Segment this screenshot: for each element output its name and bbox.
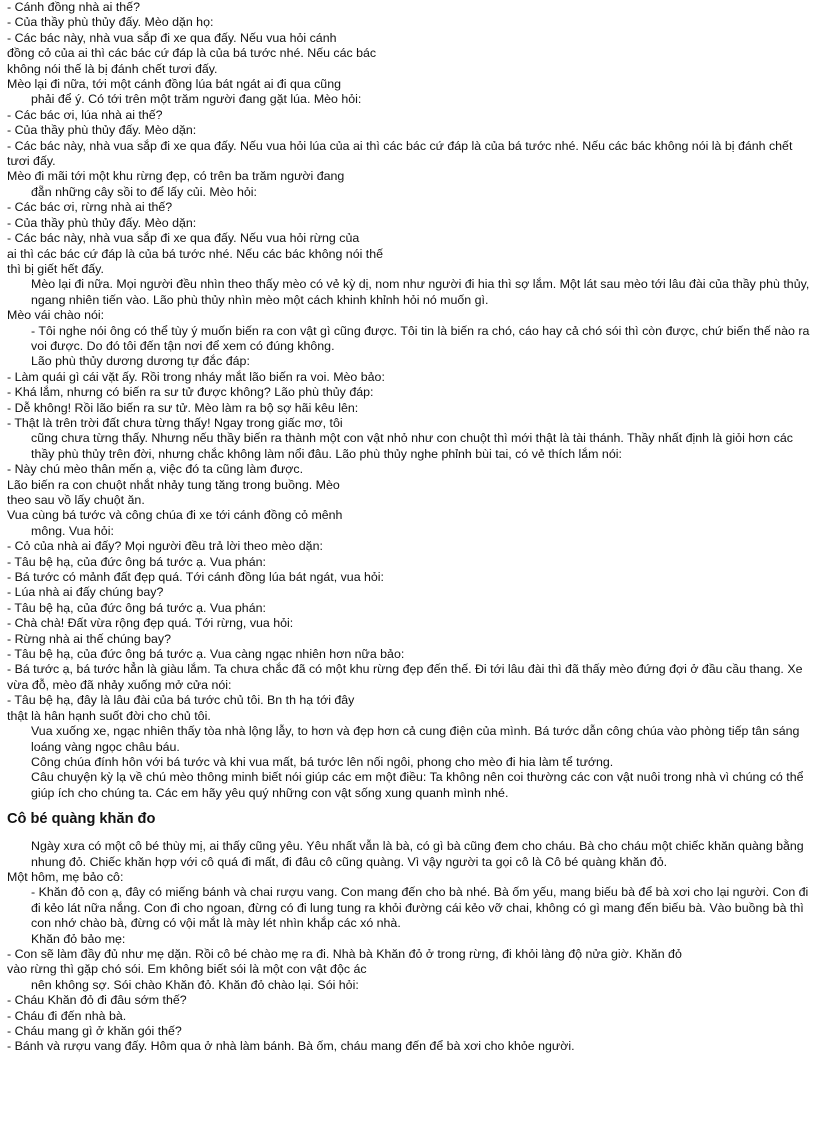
text-line: - Các bác ơi, rừng nhà ai thế?: [7, 200, 173, 215]
text-line: Công chúa đính hôn với bá tước và khi vua mất, bá tước lên nối ngôi, phong cho mèo đi hia làm tể tướng.: [31, 754, 614, 769]
text-line: - Tâu bệ hạ, của đức ông bá tước ạ. Vua phán:: [7, 600, 266, 615]
text-line: Khăn đỏ bảo mẹ:: [31, 931, 126, 946]
text-line: - Các bác này, nhà vua sắp đi xe qua đấy. Nếu vua hỏi rừng của: [7, 231, 360, 246]
text-line: Lão biến ra con chuột nhắt nhảy tung tăng trong buồng. Mèo: [7, 477, 340, 492]
text-line: theo sau vồ lấy chuột ăn.: [7, 493, 145, 507]
text-line: đẵn những cây sồi to để lấy củi. Mèo hỏi:: [31, 184, 257, 199]
text-line: - Thật là trên trời đất chưa từng thấy! Ngay trong giấc mơ, tôi: [7, 415, 343, 430]
text-line: phải để ý. Có tới trên một trăm người đang gặt lúa. Mèo hỏi:: [31, 92, 362, 107]
text-line: - Khá lắm, nhưng có biến ra sư tử được không? Lão phù thủy đáp:: [7, 385, 374, 400]
text-line: không nói thế là bị đánh chết tươi đấy.: [7, 61, 218, 76]
text-line: - Cháu đi đến nhà bà.: [7, 1008, 127, 1023]
text-line: Mèo vái chào nói:: [7, 308, 105, 323]
document-page: [7, 0, 810, 1055]
text-line: - Làm quái gì cái vặt ấy. Rồi trong nháy mắt lão biến ra voi. Mèo bảo:: [7, 369, 385, 384]
text-line: - Các bác này, nhà vua sắp đi xe qua đấy. Nếu vua hỏi cánh: [7, 30, 337, 45]
text-line: - Của thầy phù thủy đấy. Mèo dặn:: [7, 123, 197, 138]
text-line: - Tôi nghe nói ông có thể tùy ý muốn biến ra con vật gì cũng được. Tôi tin là biến ra chó, cáo hay cả chó sói thì còn được, chứ biến thế nào ra voi được. Do đó tôi đến tận nơi để xem có đúng không.: [31, 323, 810, 353]
text-line: - Chà chà! Đất vừa rộng đẹp quá. Tới rừng, vua hỏi:: [7, 616, 294, 631]
text-line: - Tâu bệ hạ, đây là lâu đài của bá tước chủ tôi. Bn th hạ tới đây: [7, 693, 355, 708]
text-line: Mèo lại đi nữa. Mọi người đều nhìn theo thấy mèo có vẻ kỳ dị, nom như người đi hia thì sợ lắm. Một lát sau mèo tới lâu đài của thầy phù thủy, ngang nhiên tiến vào. Lão phù thủy nhìn mèo một cách khinh khỉnh hỏi nó muốn gì.: [31, 277, 810, 307]
text-line: ai thì các bác cứ đáp là của bá tước nhé. Nếu các bác không nói thế: [7, 246, 384, 261]
text-line: thật là hân hạnh suốt đời cho chủ tôi.: [7, 708, 211, 723]
text-line: thì bị giết hết đấy.: [7, 261, 104, 276]
text-line: Mèo lại đi nữa, tới một cánh đồng lúa bát ngát ai đi qua cũng: [7, 77, 341, 92]
text-line: Một hôm, mẹ bảo cô:: [7, 869, 124, 884]
text-line: - Dễ không! Rồi lão biến ra sư tử. Mèo làm ra bộ sợ hãi kêu lên:: [7, 400, 359, 415]
text-line: vào rừng thì gặp chó sói. Em không biết sói là một con vật độc ác: [7, 962, 367, 977]
text-line: cũng chưa từng thấy. Nhưng nếu thầy biến ra thành một con vật nhỏ như con chuột thì mới thật là tài thánh. Thầy nhất định là giỏi hơn các thầy phù thủy trên đời, nhưng chắc không làm nổi đâu. Lão phù thủy nghe phỉnh bùi tai, có vẻ thích lắm nói:: [31, 431, 793, 461]
text-line: - Bá tước ạ, bá tước hẳn là giàu lắm. Ta chưa chắc đã có một khu rừng đẹp đến thế. Đi tới lâu đài thì đã thấy mèo đứng đợi ở đầu cầu thang. Xe vừa đỗ, mèo đã nhảy xuống mở cửa nói:: [7, 662, 803, 692]
text-line: - Của thầy phù thủy đấy. Mèo dặn:: [7, 215, 197, 230]
text-line: - Cháu mang gì ở khăn gói thế?: [7, 1024, 182, 1038]
story-section-little-red-riding-hood: [7, 839, 810, 1055]
text-line: mông. Vua hỏi:: [31, 523, 114, 538]
text-line: Mèo đi mãi tới một khu rừng đẹp, có trên ba trăm người đang: [7, 169, 345, 184]
text-line: nên không sợ. Sói chào Khăn đỏ. Khăn đỏ chào lại. Sói hỏi:: [31, 977, 359, 992]
text-line: Ngày xưa có một cô bé thùy mị, ai thấy cũng yêu. Yêu nhất vẫn là bà, có gì bà cũng đem cho cháu. Bà cho cháu một chiếc khăn quàng bằng nhung đỏ. Chiếc khăn hợp với cô quá đi mất, đi đâu cô cũng quàng. Vì vậy người ta gọi cô là Cô bé quàng khăn đỏ.: [31, 839, 804, 869]
text-line: Câu chuyện kỳ lạ về chú mèo thông minh biết nói giúp các em một điều: Ta không nên coi thường các con vật nuôi trong nhà vì chúng có thể giúp ích cho chúng ta. Các em hãy yêu quý những con vật sống xung quanh mình nhé.: [31, 770, 804, 800]
text-line: Lão phù thủy dương dương tự đắc đáp:: [31, 354, 250, 369]
text-line: - Tâu bệ hạ, của đức ông bá tước ạ. Vua phán:: [7, 554, 266, 569]
text-line: - Rừng nhà ai thế chúng bay?: [7, 631, 171, 646]
text-line: Vua cùng bá tước và công chúa đi xe tới cánh đồng cỏ mênh: [7, 508, 343, 523]
text-line: - Của thầy phù thủy đấy. Mèo dặn họ:: [7, 15, 214, 30]
text-line: - Bá tước có mảnh đất đẹp quá. Tới cánh đồng lúa bát ngát, vua hỏi:: [7, 570, 385, 585]
text-line: - Tâu bệ hạ, của đức ông bá tước ạ. Vua càng ngạc nhiên hơn nữa bảo:: [7, 647, 405, 662]
text-line: - Cánh đồng nhà ai thế?: [7, 0, 140, 14]
text-line: Vua xuống xe, ngạc nhiên thấy tòa nhà lộng lẫy, to hơn và đẹp hơn cả cung điện của mình. Bá tước dẫn công chúa vào phòng tiếp tân sáng loáng vàng ngọc châu báu.: [31, 724, 800, 754]
text-line: đồng cỏ của ai thì các bác cứ đáp là của bá tước nhé. Nếu các bác: [7, 46, 377, 61]
text-line: - Con sẽ làm đầy đủ như mẹ dặn. Rồi cô bé chào mẹ ra đi. Nhà bà Khăn đỏ ở trong rừng, đi khỏi làng độ nửa giờ. Khăn đỏ: [7, 946, 682, 961]
text-line: - Các bác này, nhà vua sắp đi xe qua đấy. Nếu vua hỏi lúa của ai thì các bác cứ đáp là của bá tước nhé. Nếu các bác không nói là bị đánh chết tươi đấy.: [7, 138, 793, 169]
text-line: - Các bác ơi, lúa nhà ai thế?: [7, 107, 163, 122]
text-line: - Lúa nhà ai đấy chúng bay?: [7, 585, 164, 600]
text-line: - Cháu Khăn đỏ đi đâu sớm thế?: [7, 993, 187, 1008]
text-line: - Này chú mèo thân mến ạ, việc đó ta cũng làm được.: [7, 462, 304, 477]
story-section-puss-in-boots: [7, 0, 810, 801]
section-heading: Cô bé quàng khăn đo: [7, 811, 156, 828]
text-line: - Khăn đỏ con ạ, đây có miếng bánh và chai rượu vang. Con mang đến cho bà nhé. Bà ốm yếu, mang biếu bà để bà xơi cho lại người. Con đi đi kẻo lát nữa nắng. Con đi cho ngoan, đừng có đi lung tung ra khỏi đường cái kẻo vỡ chai, không có gì mang đến biếu bà. Vào buồng bà thì con nhớ chào bà, đừng có vội mắt là mày lét nhìn khắp các xó nhà.: [31, 885, 809, 931]
text-line: - Bánh và rượu vang đấy. Hôm qua ở nhà làm bánh. Bà ốm, cháu mang đến để bà xơi cho khỏe người.: [7, 1039, 575, 1054]
text-line: - Cỏ của nhà ai đấy? Mọi người đều trả lời theo mèo dặn:: [7, 539, 323, 554]
